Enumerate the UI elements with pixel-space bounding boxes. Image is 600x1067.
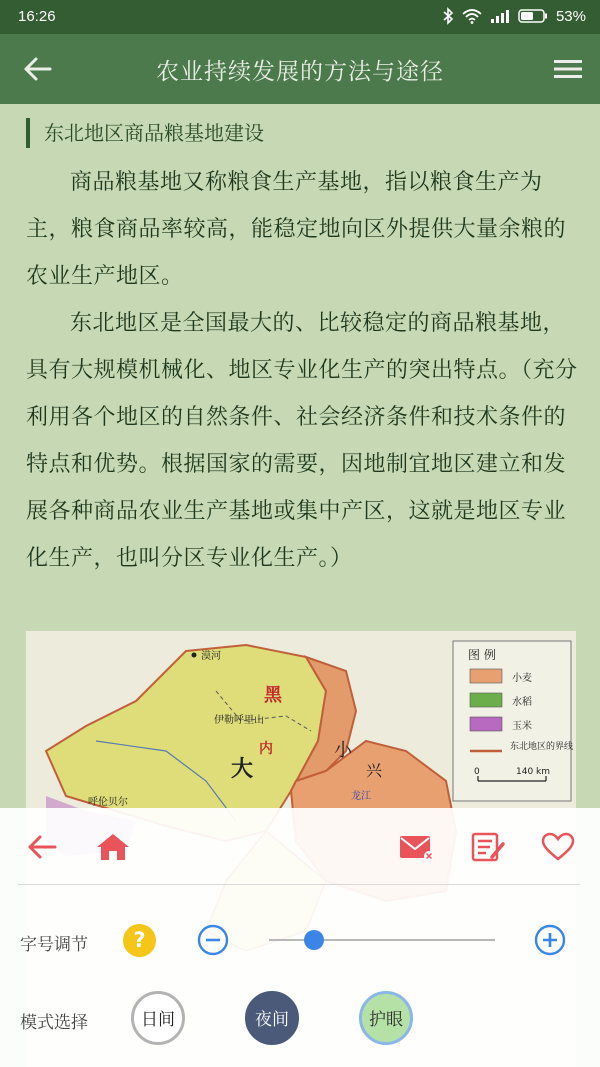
feedback-button[interactable] bbox=[399, 834, 435, 862]
legend-label-boundary: 东北地区的界线 bbox=[510, 742, 574, 752]
home-icon bbox=[96, 832, 130, 862]
label-da: 大 bbox=[231, 757, 254, 782]
mode-label: 模式选择 bbox=[20, 1013, 88, 1033]
home-button[interactable] bbox=[96, 832, 130, 862]
favorite-button[interactable] bbox=[541, 832, 575, 862]
hamburger-menu-icon bbox=[552, 56, 584, 82]
font-increase-button[interactable] bbox=[534, 924, 566, 956]
night-mode-button[interactable]: 夜间 bbox=[245, 991, 299, 1045]
label-mohe: 漠河 bbox=[201, 651, 221, 662]
label-longjiang: 龙江 bbox=[351, 791, 371, 802]
section-heading: 东北地区商品粮基地建设 bbox=[26, 118, 264, 148]
legend-title: 图 例 bbox=[468, 648, 496, 662]
bluetooth-icon bbox=[442, 7, 454, 25]
wifi-icon bbox=[462, 8, 482, 24]
menu-button[interactable] bbox=[552, 56, 584, 82]
label-hulunbeier: 呼伦贝尔 bbox=[88, 797, 128, 808]
mail-icon bbox=[399, 834, 435, 862]
legend-swatch-wheat bbox=[470, 669, 502, 683]
status-time: 16:26 bbox=[18, 8, 56, 25]
status-bar bbox=[0, 0, 600, 34]
font-size-label: 字号调节 bbox=[20, 935, 88, 955]
legend-label-corn: 玉米 bbox=[512, 721, 532, 732]
label-hei: 黑 bbox=[264, 685, 282, 706]
legend-label-wheat: 小麦 bbox=[512, 673, 532, 684]
label-yilehuli: 伊勒呼里山 bbox=[214, 715, 264, 726]
label-xing: 兴 bbox=[366, 761, 383, 780]
scale-end: 140 km bbox=[516, 767, 551, 777]
page-title: 农业持续发展的方法与途径 bbox=[156, 59, 444, 85]
label-nei: 内 bbox=[259, 741, 273, 757]
legend-swatch-rice bbox=[470, 693, 502, 707]
heart-icon bbox=[541, 832, 575, 862]
panel-back-button[interactable] bbox=[26, 832, 58, 862]
legend-swatch-corn bbox=[470, 717, 502, 731]
scale-start: 0 bbox=[474, 767, 480, 777]
font-size-help-button[interactable]: ? bbox=[123, 924, 156, 957]
settings-panel bbox=[0, 808, 600, 1067]
day-mode-button[interactable]: 日间 bbox=[131, 991, 185, 1045]
edit-note-icon bbox=[470, 831, 506, 863]
plus-circle-icon bbox=[534, 924, 566, 956]
panel-divider bbox=[18, 884, 580, 885]
font-size-slider[interactable] bbox=[269, 939, 495, 941]
eye-care-mode-button[interactable]: 护眼 bbox=[359, 991, 413, 1045]
paragraph-1: 商品粮基地又称粮食生产基地，指以粮食生产为主，粮食商品率较高，能稳定地向区外提供大量余粮的农业生产地区。 bbox=[26, 170, 567, 289]
minus-circle-icon bbox=[197, 924, 229, 956]
note-button[interactable] bbox=[470, 831, 506, 863]
legend-label-rice: 水稻 bbox=[512, 697, 532, 708]
battery-percent: 53% bbox=[555, 7, 586, 25]
signal-icon bbox=[490, 9, 510, 23]
battery-icon bbox=[518, 9, 548, 23]
label-xiao: 小 bbox=[334, 740, 352, 761]
app-bar bbox=[0, 34, 600, 104]
arrow-left-icon bbox=[26, 832, 58, 862]
paragraph-2: 东北地区是全国最大的、比较稳定的商品粮基地，具有大规模机械化、地区专业化生产的突出特点。（充分利用各个地区的自然条件、社会经济条件和技术条件的特点和优势。根据国家的需要，因地制宜地区建立和发展各种商品农业生产基地或集中产区，这就是地区专业化生产，也叫分区专业化生产。） bbox=[26, 311, 578, 571]
font-decrease-button[interactable] bbox=[197, 924, 229, 956]
